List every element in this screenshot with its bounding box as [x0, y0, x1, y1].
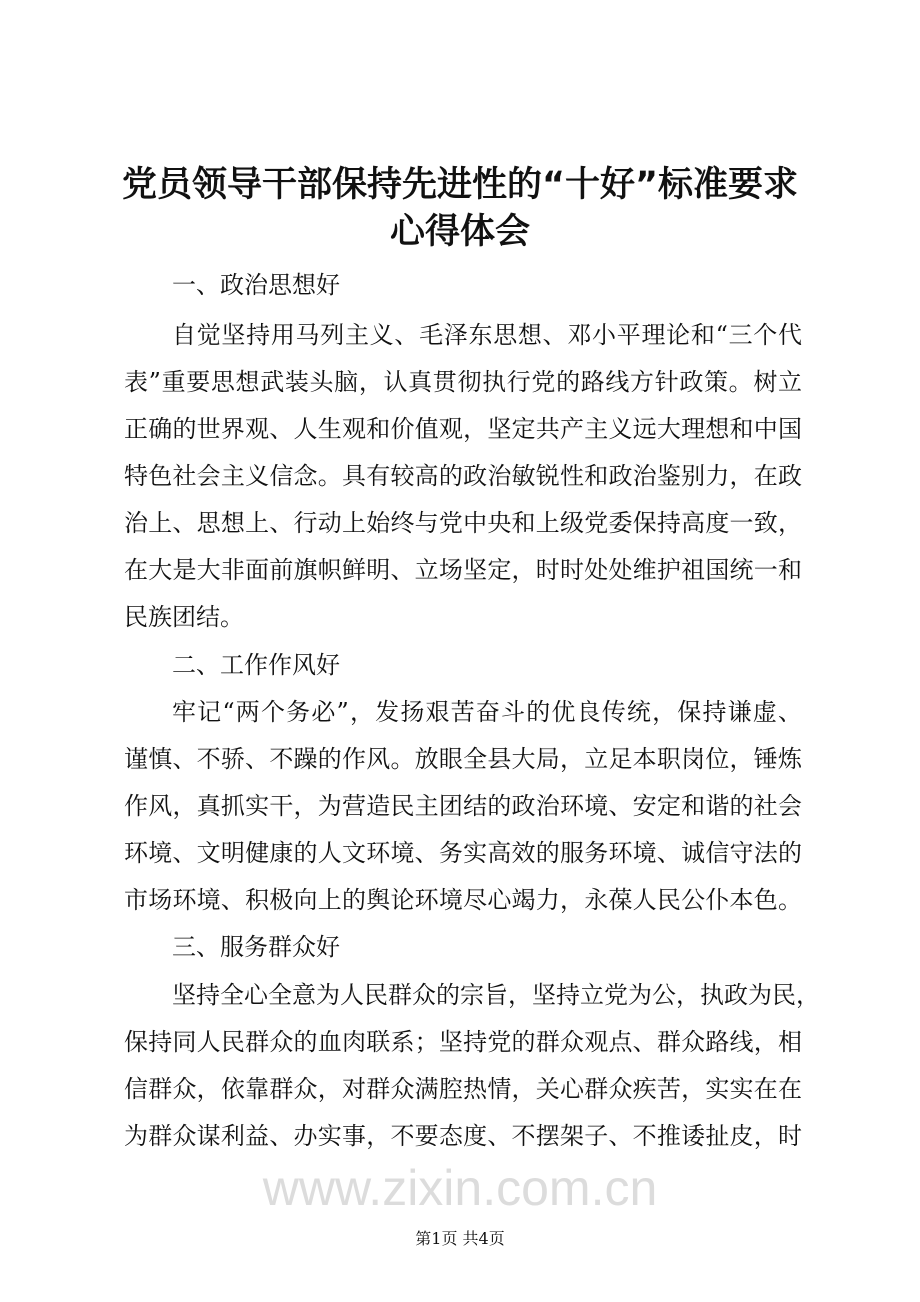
paragraph-line: 正确的世界观、人生观和价值观，坚定共产主义远大理想和中国: [124, 415, 802, 443]
paragraph-line: 民族团结。: [124, 603, 244, 631]
section-heading: 二、工作作风好: [172, 651, 340, 679]
paragraph-line: 牢记“两个务必”，发扬艰苦奋斗的优良传统，保持谦虚、: [172, 698, 802, 726]
document-title-line-1: 党员领导干部保持先进性的“十好”标准要求: [121, 165, 798, 205]
paragraph-line: 治上、思想上、行动上始终与党中央和上级党委保持高度一致，: [124, 509, 802, 537]
document-title-line-2: 心得体会: [389, 212, 530, 252]
paragraph-line: 为群众谋利益、办实事，不要态度、不摆架子、不推诿扯皮，时: [124, 1122, 802, 1150]
paragraph-line: 谨慎、不骄、不躁的作风。放眼全县大局，立足本职岗位，锤炼: [124, 745, 802, 773]
paragraph-line: 市场环境、积极向上的舆论环境尽心竭力，永葆人民公仆本色。: [124, 886, 802, 914]
paragraph-line: 保持同人民群众的血肉联系；坚持党的群众观点、群众路线，相: [124, 1028, 802, 1056]
paragraph-line: 环境、文明健康的人文环境、务实高效的服务环境、诚信守法的: [124, 839, 802, 867]
paragraph-line: 表”重要思想武装头脑，认真贯彻执行党的路线方针政策。树立: [124, 368, 802, 396]
paragraph-line: 自觉坚持用马列主义、毛泽东思想、邓小平理论和“三个代: [172, 321, 802, 349]
paragraph-line: 信群众，依靠群众，对群众满腔热情，关心群众疾苦，实实在在: [124, 1075, 802, 1103]
page-number-footer: 第1页 共4页: [415, 1229, 505, 1248]
watermark: www.zixin.com.cn: [262, 1160, 658, 1216]
paragraph-line: 在大是大非面前旗帜鲜明、立场坚定，时时处处维护祖国统一和: [124, 556, 802, 584]
paragraph-line: 特色社会主义信念。具有较高的政治敏锐性和政治鉴别力，在政: [124, 462, 802, 490]
paragraph-line: 作风，真抓实干，为营造民主团结的政治环境、安定和谐的社会: [124, 792, 802, 820]
paragraph-line: 坚持全心全意为人民群众的宗旨，坚持立党为公，执政为民，: [172, 981, 820, 1009]
section-heading: 三、服务群众好: [172, 933, 340, 961]
section-heading: 一、政治思想好: [172, 271, 340, 299]
